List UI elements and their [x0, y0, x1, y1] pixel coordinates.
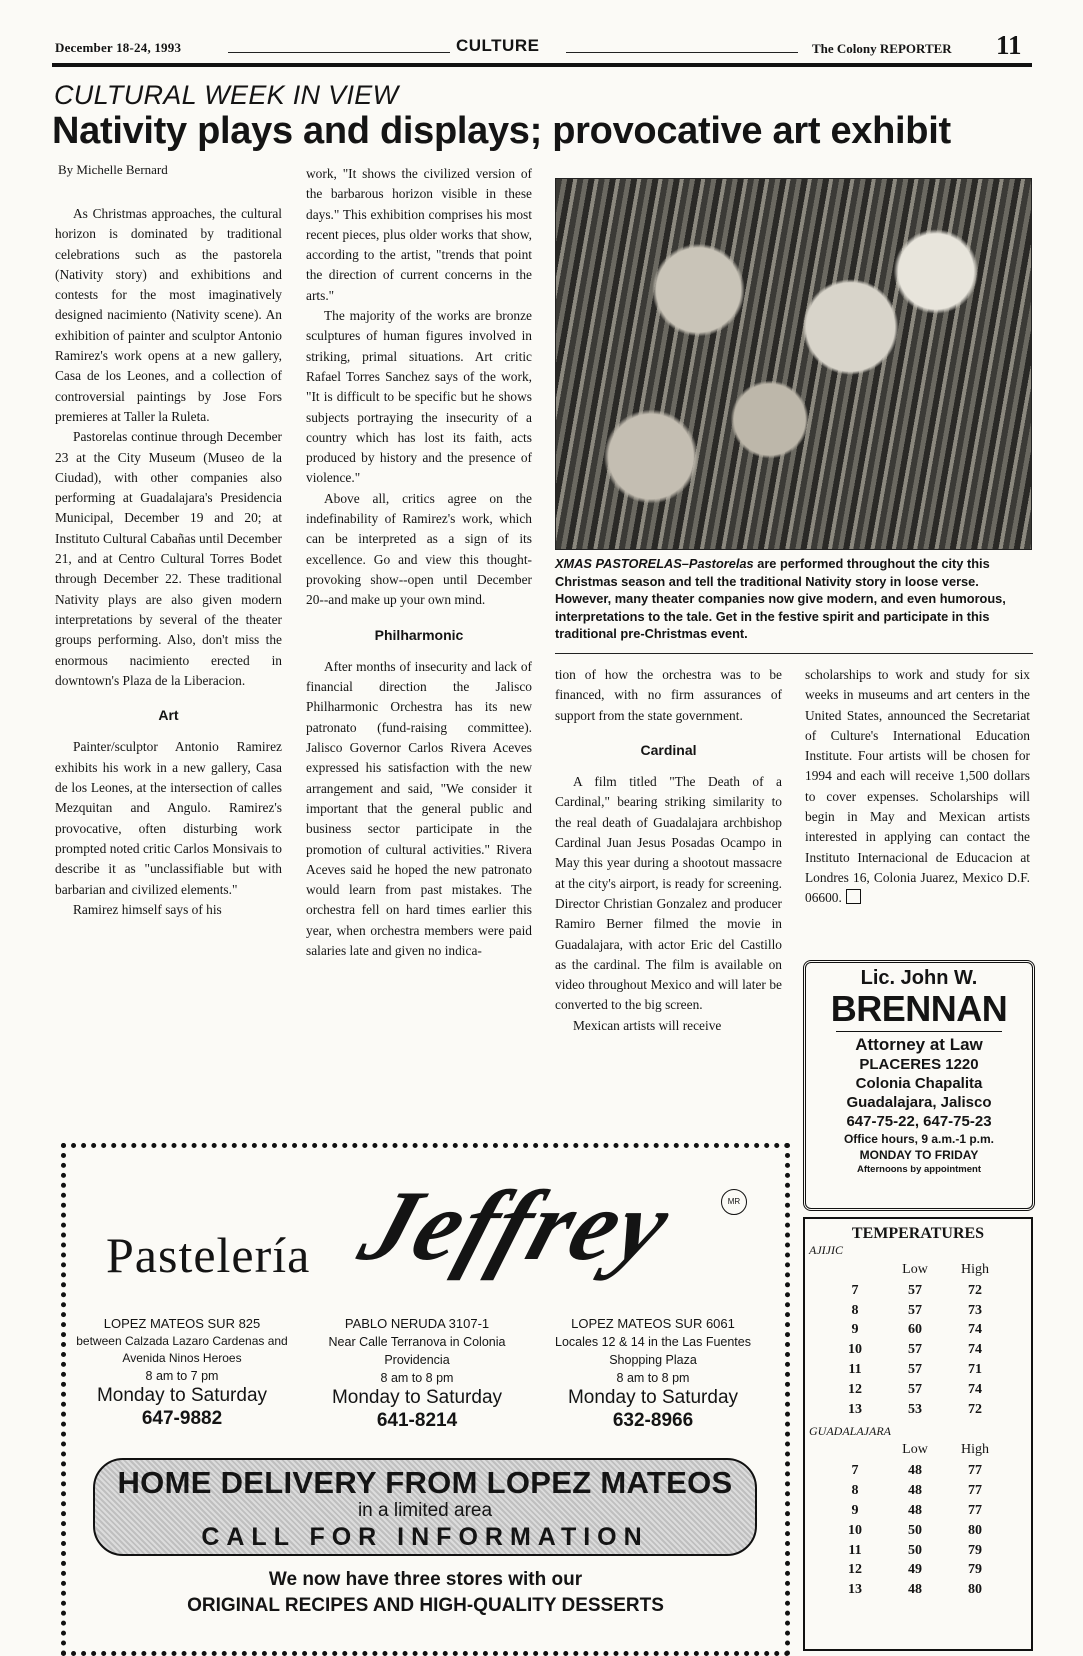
- article-column-3: [555, 665, 782, 1036]
- attorney-city: Guadalajara, Jalisco: [846, 1094, 992, 1111]
- table-row: [825, 1360, 1005, 1380]
- article-column-1: [55, 204, 282, 920]
- home-delivery-banner: [93, 1458, 757, 1556]
- cell-day: 9: [851, 1503, 859, 1519]
- article-column-2: [306, 164, 532, 961]
- ad-rule: [836, 1031, 1002, 1032]
- bakery-footer-line-2: ORIGINAL RECIPES AND HIGH-QUALITY DESSERTS: [187, 1595, 664, 1616]
- bakery-ad: [61, 1143, 790, 1656]
- cell-low: 50: [908, 1542, 922, 1558]
- delivery-area: in a limited area: [357, 1500, 493, 1521]
- table-row: [825, 1400, 1005, 1420]
- bakery-brand-script: Jeffrey: [347, 1170, 685, 1281]
- subhead-art: Art: [158, 707, 179, 724]
- col-high: High: [961, 1442, 989, 1458]
- city-name: AJIJIC: [809, 1243, 843, 1257]
- cell-day: 7: [851, 1463, 859, 1479]
- cell-day: 8: [851, 1483, 859, 1499]
- cell-day: 12: [848, 1562, 862, 1578]
- cell-day: 8: [851, 1302, 859, 1318]
- attorney-ad: [803, 960, 1035, 1211]
- caption-body: are performed throughout the city this Christmas season and tell the traditional Nativity story in loose verse. However, many theater companies now give modern, and even humorous, interpretations to the tale. Get in the festive spirit and participate in this traditional pre-Christmas event.: [555, 556, 1006, 642]
- cell-high: 73: [968, 1302, 982, 1318]
- cell-low: 57: [908, 1282, 922, 1298]
- bakery-footer-line-1: We now have three stores with our: [268, 1569, 583, 1590]
- bakery-name: Pastelería: [106, 1227, 311, 1283]
- article-column-4: [805, 665, 1030, 909]
- subhead-philharmonic: Philharmonic: [374, 626, 464, 643]
- cell-low: 57: [908, 1381, 922, 1397]
- store-days: Monday to Saturday: [567, 1387, 739, 1408]
- cell-high: 74: [968, 1322, 982, 1338]
- header-rule: [228, 52, 450, 53]
- cell-low: 57: [908, 1362, 922, 1378]
- cell-high: 77: [968, 1463, 982, 1479]
- store-address: LOPEZ MATEOS SUR 6061: [571, 1316, 735, 1331]
- cell-high: 71: [968, 1362, 982, 1378]
- end-mark-icon: [846, 889, 861, 904]
- store-detail: between Calzada Lazaro Cardenas and Avenida Ninos Heroes: [76, 1334, 288, 1365]
- paragraph: Above all, critics agree on the indefinability of Ramirez's work, which can be interpreted as a sign of its excellence. Go and view this thought-provoking show--open until December 20--and make up your own mind.: [306, 490, 532, 608]
- paragraph: The majority of the works are bronze sculptures of human figures involved in striking, primal situations. Art critic Rafael Torres Sanchez says of the work, "It is difficult to be specific but he shows subjects portraying the insecurity of a country which has lost its faith, acts produced by history and the presence of violence.": [306, 308, 532, 486]
- store-hours: 8 am to 7 pm: [145, 1369, 219, 1383]
- cell-day: 10: [848, 1342, 862, 1358]
- byline: By Michelle Bernard: [58, 162, 168, 177]
- cell-high: 79: [968, 1562, 982, 1578]
- table-row: [825, 1501, 1005, 1521]
- cell-day: 13: [848, 1582, 862, 1598]
- store-days: Monday to Saturday: [96, 1385, 268, 1406]
- cell-low: 53: [908, 1401, 922, 1417]
- paragraph: [805, 665, 1030, 909]
- col-high: High: [961, 1261, 989, 1277]
- delivery-call: CALL FOR INFORMATION: [201, 1523, 649, 1551]
- city-name: GUADALAJARA: [809, 1423, 891, 1438]
- table-row: [825, 1580, 1005, 1600]
- caption-lead: XMAS PASTORELAS–Pastorelas: [555, 556, 754, 571]
- paragraph: As Christmas approaches, the cultural horizon is dominated by traditional celebrations such as the pastorela (Nativity story) and exhibitions and contests for the most imaginatively designed nacimiento (Nativity scene). An exhibition of painter and sculptor Antonio Ramirez's work opens at a new gallery, Casa de los Leones, and a collection of controversial paintings by Jose Fors premieres at Taller la Ruleta.: [55, 206, 282, 424]
- store-phone: 632-8966: [612, 1410, 694, 1431]
- temperatures-title: TEMPERATURES: [851, 1225, 985, 1242]
- table-row: [825, 1340, 1005, 1360]
- store-hours: 8 am to 8 pm: [380, 1371, 454, 1385]
- cell-high: 79: [968, 1542, 982, 1558]
- temperature-table-ajijic: [825, 1258, 1005, 1420]
- store-detail: Near Calle Terranova in Colonia Providencia: [328, 1335, 506, 1367]
- paragraph: work, "It shows the civilized version of the barbarous horizon visible in these days." This exhibition comprises his most recent pieces, plus older works that show, according to the artist, "trends that point the direction of current concerns in the arts.": [306, 166, 532, 303]
- cell-day: 12: [848, 1381, 862, 1397]
- store-phone: 647-9882: [141, 1408, 223, 1429]
- table-header-row: [825, 1439, 1005, 1462]
- issue-date: December 18-24, 1993: [55, 40, 182, 55]
- store-address: PABLO NERUDA 3107-1: [344, 1316, 490, 1331]
- table-row: [825, 1301, 1005, 1321]
- paragraph: A film titled "The Death of a Cardinal," bearing striking similarity to the real death of Guadalajara archbishop Cardinal Juan Jesus Posadas Ocampo in May this year during a shootout massacre at the city's airport, is ready for screening. Director Christian Gonzalez and producer Ramiro Berner filmed the movie in Guadalajara, with actor Eric del Castillo as the cardinal. The film is available on video throughout Mexico and will later be converted to the big screen.: [555, 774, 782, 1013]
- cell-day: 13: [848, 1401, 862, 1417]
- paragraph: tion of how the orchestra was to be financed, with no firm assurances of support from the state government.: [555, 667, 782, 723]
- table-header-row: [825, 1258, 1005, 1281]
- cell-low: 48: [908, 1483, 922, 1499]
- store-address: LOPEZ MATEOS SUR 825: [103, 1316, 261, 1331]
- attorney-surname: BRENNAN: [830, 988, 1008, 1029]
- col-low: Low: [902, 1261, 928, 1277]
- cell-high: 77: [968, 1503, 982, 1519]
- cell-day: 9: [851, 1322, 859, 1338]
- attorney-hours: Office hours, 9 a.m.-1 p.m.: [843, 1132, 995, 1146]
- attorney-street: PLACERES 1220: [859, 1056, 979, 1073]
- cell-low: 48: [908, 1503, 922, 1519]
- table-row: [825, 1481, 1005, 1501]
- cell-low: 60: [908, 1322, 922, 1338]
- table-row: [825, 1380, 1005, 1400]
- photo-pastorela-children: [555, 178, 1032, 550]
- attorney-title: Lic. John W.: [860, 967, 978, 989]
- section-title: CULTURE: [456, 36, 540, 55]
- paragraph: Painter/sculptor Antonio Ramirez exhibits his work in a new gallery, Casa de los Leones, at the intersection of calles Mezquitan and Angulo. Ramirez's provocative, often disturbing work prompted noted critic Carlos Monsivais to describe it as "unclassifiable but with barbarian and civilized elements.": [55, 739, 282, 897]
- store-2: [306, 1315, 528, 1433]
- kicker: CULTURAL WEEK IN VIEW: [54, 80, 399, 110]
- registered-mark-icon: MR: [721, 1189, 747, 1215]
- table-row: [825, 1281, 1005, 1301]
- store-detail: Locales 12 & 14 in the Las Fuentes Shopping Plaza: [555, 1335, 751, 1367]
- caption-rule: [555, 653, 1033, 654]
- cell-low: 57: [908, 1302, 922, 1318]
- store-phone: 641-8214: [376, 1410, 458, 1431]
- paragraph: Mexican artists will receive: [573, 1017, 722, 1033]
- paper-name: The Colony REPORTER: [812, 41, 952, 56]
- paragraph: Pastorelas continue through December 23 at the City Museum (Museo de la Ciudad), with other companies also performing at Guadalajara's Presidencia Municipal, December 19 and 20; at Instituto Cultural Cabañas until December 21, and at Centro Cultural Torres Bodet through December 22. These traditional Nativity plays are also given modern interpretations by several of the theater groups performing. Also, don't miss the enormous nacimiento erected in downtown's Plaza de la Liberacion.: [55, 429, 282, 688]
- store-hours: 8 am to 8 pm: [616, 1371, 690, 1385]
- store-3: [542, 1315, 764, 1433]
- table-row: [825, 1541, 1005, 1561]
- cell-low: 50: [908, 1522, 922, 1538]
- table-row: [825, 1321, 1005, 1341]
- header-rule: [566, 52, 798, 53]
- cell-day: 11: [848, 1542, 862, 1558]
- table-row: [825, 1521, 1005, 1541]
- cell-low: 49: [908, 1562, 922, 1578]
- table-row: [825, 1561, 1005, 1581]
- cell-high: 77: [968, 1483, 982, 1499]
- cell-high: 72: [968, 1401, 982, 1417]
- photo-caption: [555, 555, 1033, 643]
- cell-high: 74: [968, 1381, 982, 1397]
- subhead-cardinal: Cardinal: [640, 741, 697, 758]
- cell-low: 48: [908, 1463, 922, 1479]
- attorney-phones: 647-75-22, 647-75-23: [846, 1113, 992, 1130]
- cell-high: 74: [968, 1342, 982, 1358]
- store-days: Monday to Saturday: [331, 1387, 503, 1408]
- paragraph-text: scholarships to work and study for six weeks in museums and art centers in the United States, announced the Secretariat of Culture's International Education Institute. Four artists will be chosen for 1994 and each will receive 1,500 dollars to cover expenses. Scholarships will begin in May and Mexican artists interested in applying can contact the Instituto Internacional de Educacion at Londres 16, Colonia Juarez, Mexico D.F. 06600.: [805, 667, 1030, 906]
- cell-day: 7: [851, 1282, 859, 1298]
- delivery-headline: HOME DELIVERY FROM LOPEZ MATEOS: [117, 1465, 733, 1500]
- cell-day: 11: [848, 1362, 862, 1378]
- attorney-appointment: Afternoons by appointment: [856, 1164, 982, 1175]
- cell-high: 72: [968, 1282, 982, 1298]
- cell-high: 80: [968, 1582, 982, 1598]
- attorney-colonia: Colonia Chapalita: [855, 1075, 983, 1092]
- attorney-days: MONDAY TO FRIDAY: [859, 1148, 979, 1162]
- table-row: [825, 1462, 1005, 1482]
- temperature-table-guadalajara: [825, 1439, 1005, 1601]
- cell-low: 57: [908, 1342, 922, 1358]
- cell-low: 48: [908, 1582, 922, 1598]
- attorney-profession: Attorney at Law: [855, 1035, 983, 1054]
- cell-high: 80: [968, 1522, 982, 1538]
- page-number: 11: [996, 30, 1022, 60]
- store-1: [71, 1315, 293, 1431]
- headline: Nativity plays and displays; provocative art exhibit: [52, 110, 951, 152]
- masthead-rule: [52, 63, 1032, 67]
- paragraph: After months of insecurity and lack of financial direction the Jalisco Philharmonic Orchestra has its new patronato (fund-raising committee). Jalisco Governor Carlos Rivera Aceves expressed his satisfaction with the new arrangement and said, "We consider it important that the general public and business sector participate in the promotion of cultural activities." Rivera Aceves said he hoped the new patronato would learn from past mistakes. The orchestra fell on hard times earlier this year, when orchestra members were paid salaries late and given no indica-: [306, 658, 532, 958]
- col-low: Low: [902, 1442, 928, 1458]
- paragraph: Ramirez himself says of his: [73, 901, 222, 917]
- cell-day: 10: [848, 1522, 862, 1538]
- temperatures-box: [803, 1217, 1033, 1651]
